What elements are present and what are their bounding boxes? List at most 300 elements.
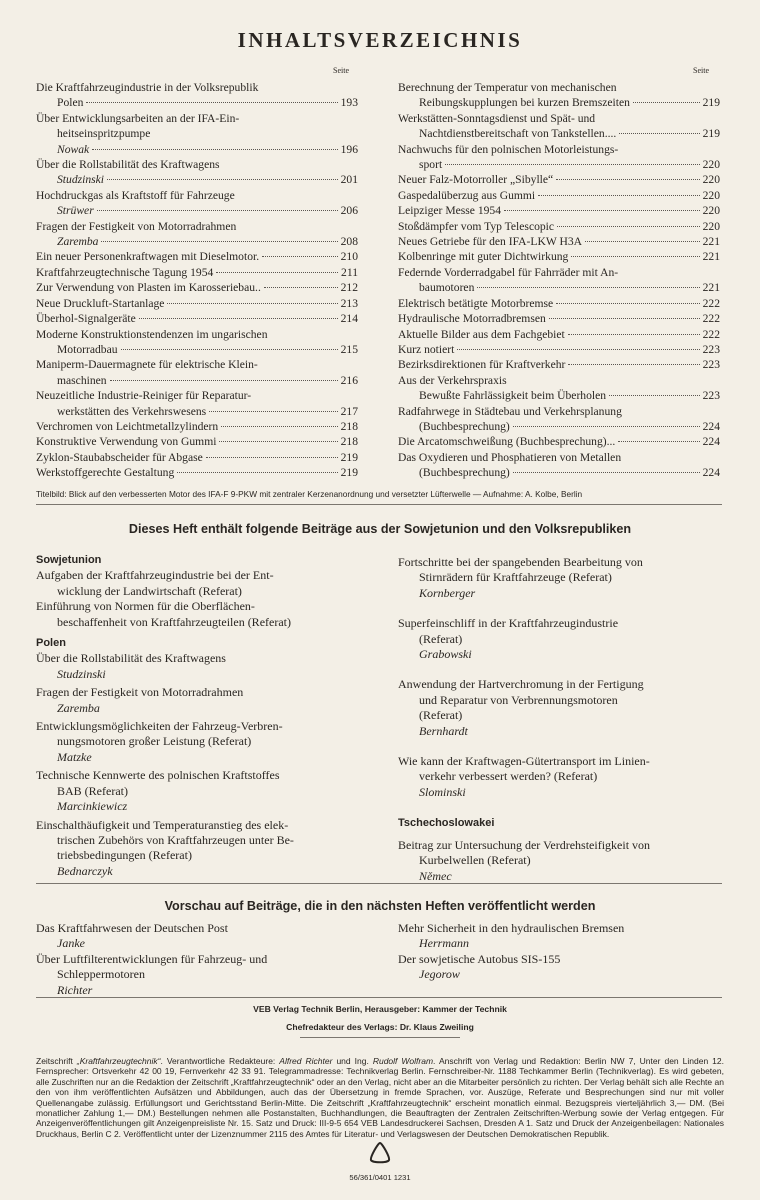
toc-line — [36, 373, 358, 388]
toc-entry-title: Elektrisch betätigte Motorbremse — [398, 296, 554, 310]
page-number: 224 — [702, 435, 720, 449]
toc-line — [398, 249, 720, 264]
toc-line — [36, 419, 358, 434]
dot-leader — [568, 334, 700, 335]
toc-entry-title: sport — [419, 158, 443, 172]
toc-line — [36, 357, 358, 372]
sub-heading-tschechoslowakei: Tschechoslowakei — [398, 817, 495, 830]
article-entry — [36, 599, 358, 630]
page-number: 221 — [702, 250, 720, 264]
vorschau-left-column — [36, 921, 358, 998]
page-number: 221 — [702, 281, 720, 295]
seite-label-right: Seite — [693, 66, 709, 75]
toc-entry-title: Konstruktive Verwendung von Gummi — [36, 435, 217, 449]
article-entry — [36, 818, 358, 880]
toc-line — [36, 434, 358, 449]
sub-heading-sowjetunion: Sowjetunion — [36, 554, 102, 566]
toc-line — [36, 234, 358, 249]
dot-leader — [477, 287, 699, 288]
page-number: 223 — [702, 358, 720, 372]
page-number: 210 — [340, 250, 358, 264]
article-entry — [36, 921, 358, 952]
article-title: Über die Rollstabilität des Kraftwagens — [36, 651, 226, 666]
toc-entry-title: Kraftfahrzeugtechnische Tagung 1954 — [36, 265, 214, 279]
article-entry — [398, 754, 720, 800]
toc-entry-title: (Buchbesprechung) — [419, 466, 510, 480]
article-entry — [398, 616, 720, 662]
toc-entry-title: Neues Getriebe für den IFA-LKW H3A — [398, 235, 583, 249]
page-number: 218 — [340, 435, 358, 449]
toc-entry-title: Fragen der Festigkeit von Motorradrahmen — [36, 219, 237, 233]
article-author: Studzinski — [57, 666, 106, 681]
page-number: 223 — [702, 342, 720, 356]
page-number: 220 — [702, 188, 720, 202]
toc-line — [36, 126, 358, 141]
toc-line — [398, 95, 720, 110]
toc-entry-title: heitseinspritzpumpe — [57, 127, 151, 141]
dot-leader — [177, 472, 337, 473]
dot-leader — [619, 133, 699, 134]
dot-leader — [633, 102, 700, 103]
toc-entry — [36, 265, 358, 280]
toc-line — [36, 203, 358, 218]
dot-leader — [457, 349, 699, 350]
imprint-body: . Anschrift von Verlag und Redaktion: Berlin NW 7, Unter den Linden 12. Fernsprecher: Ortsverkehr 42 00 19, Fernverkehr 42 33 91. Telegrammadresse: Technikverlag Berlin. Fernschreiber-Nr. 1188 Techkammer Berlin (Technikverlag). Es wird gebeten, alle Zuschriften nur an die Redaktion der Zeitschrift „Kraftfahrzeugtechnik“ oder an den Verlag, nicht aber an die Mitarbeiter persönlich zu richten. Der Verlag behält sich alle Rechte an den von ihm veröffentlichten Aufsätzen und Abbildungen, auch das der Übersetzung in fremde Sprachen, vor. Auszüge, Referate und Besprechungen sind nur mit voller Quellenangabe zulässig. Erfüllungsort und Gerichtsstand Berlin-Mitte. Die Zeitschrift „Kraftfahrzeugtechnik“ erscheint monatlich einmal. Bezugspreis vierteljährlich 3,— DM. (Bei monatlicher Zahlung 1,— DM.) Bestellungen nehmen alle Postanstalten, Buchhandlungen, die Beauftragten der Zentralen Zeitschriften-Werbung sowie der Verlag entgegen. Für Anzeigenveröffentlichungen gilt Anzeigenpreisliste Nr. 15. Satz und Druck: III-9-5 654 VEB Landesdruckerei Sachsen, Dresden A 1. Satz und Druck der Anzeigenbeilagen: Nationales Druckhaus, Berlin C 2. Veröffentlicht unter der Lizenznummer 2115 des Amtes für Literatur- und Verlagswesen der Deutschen Demokratischen Republik. — [36, 1056, 724, 1139]
cover-caption: Titelbild: Blick auf den verbesserten Motor des IFA-F 9-PKW mit zentraler Kerzenanordnung und versetzter Lüfterwelle — Aufnahme: A. Kolbe, Berlin — [36, 489, 583, 499]
toc-entry-title: Kurz notiert — [398, 342, 455, 356]
toc-author: Zaremba — [57, 235, 99, 249]
toc-entry — [36, 296, 358, 311]
toc-entry-title: Werkstoffgerechte Gestaltung — [36, 466, 175, 480]
toc-entry — [398, 234, 720, 249]
article-author: Richter — [57, 982, 93, 997]
article-author: Grabowski — [419, 647, 472, 662]
toc-entry — [398, 373, 720, 404]
article-title: Kurbelwellen (Referat) — [419, 853, 531, 868]
toc-entry — [398, 80, 720, 111]
dot-leader — [609, 395, 700, 396]
article-title: wicklung der Landwirtschaft (Referat) — [57, 583, 242, 598]
toc-line — [398, 373, 720, 388]
article-author: Kornberger — [419, 585, 476, 600]
page-number: 193 — [340, 96, 358, 110]
article-entry — [398, 677, 720, 739]
dot-leader — [556, 303, 699, 304]
toc-entry — [398, 342, 720, 357]
toc-entry — [398, 434, 720, 449]
toc-entry — [398, 311, 720, 326]
page-number: 206 — [340, 204, 358, 218]
toc-column-right — [398, 80, 720, 481]
toc-line — [398, 404, 720, 419]
toc-entry-title: Nachtdienstbereitschaft von Tankstellen.... — [419, 127, 617, 141]
article-author: Jegorow — [419, 967, 460, 982]
page-title: INHALTSVERZEICHNIS — [237, 28, 523, 52]
toc-line — [398, 265, 720, 280]
toc-entry — [398, 450, 720, 481]
toc-line — [398, 80, 720, 95]
toc-entry-title: Maniperm-Dauermagnete für elektrische Klein- — [36, 358, 258, 372]
dot-leader — [139, 318, 338, 319]
page-number: 224 — [702, 419, 720, 433]
article-title: Superfeinschliff in der Kraftfahrzeugindustrie — [398, 616, 619, 631]
article-author: Zaremba — [57, 700, 100, 715]
toc-line — [398, 157, 720, 172]
dot-leader — [107, 179, 338, 180]
article-title: verkehr verbessert werden? (Referat) — [419, 769, 598, 784]
toc-entry-title: maschinen — [57, 373, 107, 387]
sowjetunion-list — [36, 568, 358, 630]
article-title: Stirnrädern für Kraftfahrzeuge (Referat) — [419, 570, 612, 585]
article-title: Wie kann der Kraftwagen-Gütertransport im Linien- — [398, 754, 650, 769]
toc-line — [36, 142, 358, 157]
toc-line — [36, 172, 358, 187]
toc-entry — [36, 219, 358, 250]
toc-entry-title: Stoßdämpfer vom Typ Telescopic — [398, 219, 555, 233]
dot-leader — [110, 380, 338, 381]
toc-column-left — [36, 80, 358, 481]
page-number: 215 — [340, 342, 358, 356]
toc-line — [36, 327, 358, 342]
page-number: 211 — [341, 265, 358, 279]
toc-entry — [36, 357, 358, 388]
dot-leader — [86, 102, 337, 103]
sub-heading-polen: Polen — [36, 637, 66, 650]
toc-entry — [398, 265, 720, 296]
dot-leader — [513, 426, 700, 427]
toc-entry-title: Bewußte Fahrlässigkeit beim Überholen — [419, 389, 607, 403]
article-title: triebsbedingungen (Referat) — [57, 848, 192, 863]
toc-entry — [398, 203, 720, 218]
dot-leader — [216, 272, 338, 273]
toc-line — [398, 280, 720, 295]
toc-entry — [36, 419, 358, 434]
article-title: beschaffenheit von Kraftfahrzeugteilen (Referat) — [57, 614, 291, 629]
toc-entry-title: baumotoren — [419, 281, 475, 295]
article-title: und Reparatur von Verbrennungsmotoren — [419, 692, 618, 707]
page-number: 219 — [702, 96, 720, 110]
toc-line — [398, 296, 720, 311]
toc-entry-title: Zur Verwendung von Plasten im Karosseriebau.. — [36, 281, 261, 295]
toc-entry — [398, 111, 720, 142]
page-number: 218 — [340, 419, 358, 433]
toc-entry-title: Verchromen von Leichtmetallzylindern — [36, 419, 219, 433]
toc-line — [36, 265, 358, 280]
imprint-text — [36, 1056, 724, 1139]
toc-line — [398, 419, 720, 434]
toc-entry-title: Aus der Verkehrspraxis — [398, 373, 507, 387]
toc-line — [398, 465, 720, 480]
page-number: 223 — [702, 389, 720, 403]
toc-line — [398, 234, 720, 249]
toc-entry — [36, 450, 358, 465]
toc-entry-title: Hydraulische Motorradbremsen — [398, 312, 546, 326]
toc-entry-title: Gaspedalüberzug aus Gummi — [398, 188, 536, 202]
article-title: Schleppermotoren — [57, 967, 145, 982]
toc-entry — [398, 219, 720, 234]
page-number: 222 — [702, 296, 720, 310]
dot-leader — [264, 287, 338, 288]
article-author: Matzke — [57, 749, 92, 764]
article-entry — [36, 719, 358, 765]
dot-leader — [92, 149, 337, 150]
toc-entry — [398, 188, 720, 203]
toc-line — [398, 434, 720, 449]
toc-line — [36, 404, 358, 419]
toc-line — [398, 188, 720, 203]
page-number: 208 — [340, 235, 358, 249]
section-heading-sowjet: Dieses Heft enthält folgende Beiträge aus der Sowjetunion und den Volksrepubliken — [128, 522, 632, 536]
toc-entry — [36, 111, 358, 157]
imprint-mid: . Verantwortliche Redakteure: — [160, 1056, 280, 1066]
imprint-prefix: Zeitschrift — [36, 1056, 77, 1066]
toc-entry — [398, 172, 720, 187]
dot-leader — [445, 164, 699, 165]
toc-entry-title: (Buchbesprechung) — [419, 419, 510, 433]
seite-label-left: Seite — [333, 66, 349, 75]
article-title: Entwicklungsmöglichkeiten der Fahrzeug-Verbren- — [36, 719, 283, 734]
toc-entry — [398, 327, 720, 342]
article-title: Das Kraftfahrwesen der Deutschen Post — [36, 921, 228, 935]
toc-line — [36, 280, 358, 295]
print-code: 56/361/0401 1231 — [349, 1173, 411, 1182]
page-number: 220 — [702, 173, 720, 187]
toc-line — [398, 126, 720, 141]
article-entry — [36, 685, 358, 716]
toc-line — [36, 111, 358, 126]
toc-line — [36, 311, 358, 326]
page-number: 224 — [702, 466, 720, 480]
dot-leader — [219, 441, 337, 442]
toc-entry-title: Ein neuer Personenkraftwagen mit Dieselmotor. — [36, 250, 260, 264]
tschechoslowakei-list — [398, 838, 720, 884]
page-number: 220 — [702, 219, 720, 233]
article-title: nungsmotoren großer Leistung (Referat) — [57, 734, 252, 749]
toc-entry-title: Neuzeitliche Industrie-Reiniger für Reparatur- — [36, 389, 252, 403]
article-title: Der sowjetische Autobus SIS-155 — [398, 951, 561, 966]
article-author: Slominski — [419, 784, 466, 799]
dot-leader — [121, 349, 338, 350]
toc-author: Nowak — [57, 142, 90, 156]
article-title: Technische Kennwerte des polnischen Kraftstoffes — [36, 768, 280, 783]
imprint-editor-2: Rudolf Wolfram — [372, 1056, 434, 1066]
toc-line — [36, 388, 358, 403]
page-number: 222 — [702, 327, 720, 341]
article-entry — [36, 768, 358, 814]
page-number: 201 — [340, 173, 358, 187]
dot-leader — [571, 256, 699, 257]
toc-line — [36, 450, 358, 465]
imprint-journal-title: „Kraftfahrzeugtechnik“ — [76, 1056, 161, 1066]
toc-entry-title: Neue Druckluft-Startanlage — [36, 296, 165, 310]
page-number: 216 — [340, 373, 358, 387]
page-number: 219 — [340, 450, 358, 464]
toc-entry — [398, 296, 720, 311]
section-heading-vorschau: Vorschau auf Beiträge, die in den nächsten Heften veröffentlicht werden — [164, 899, 596, 913]
page-number: 217 — [340, 404, 358, 418]
page-number: 219 — [340, 466, 358, 480]
page-number: 222 — [702, 312, 720, 326]
section1-left-column — [36, 551, 358, 879]
page-number: 220 — [702, 158, 720, 172]
dot-leader — [101, 241, 337, 242]
article-author: Janke — [57, 936, 85, 951]
toc-entry — [398, 357, 720, 372]
toc-entry-title: Kolbenringe mit guter Dichtwirkung — [398, 250, 569, 264]
toc-entry — [36, 80, 358, 111]
toc-author: Strüwer — [57, 204, 94, 218]
dot-leader — [585, 241, 700, 242]
toc-entry — [398, 404, 720, 435]
divider — [36, 504, 722, 505]
article-title: Anwendung der Hartverchromung in der Fertigung — [398, 677, 644, 692]
dot-leader — [557, 226, 700, 227]
toc-line — [36, 465, 358, 480]
article-title: (Referat) — [419, 631, 463, 646]
toc-line — [36, 157, 358, 172]
article-title: Einschalthäufigkeit und Temperaturanstieg des elek- — [36, 817, 289, 832]
toc-entry — [36, 188, 358, 219]
toc-entry — [36, 311, 358, 326]
dot-leader — [221, 426, 337, 427]
toc-line — [398, 203, 720, 218]
article-title: Einführung von Normen für die Oberflächen- — [36, 599, 255, 614]
toc-entry-title: Überhol-Signalgeräte — [36, 312, 136, 326]
toc-entry — [36, 249, 358, 264]
article-title: (Referat) — [419, 708, 463, 723]
article-author: Bernhardt — [419, 723, 468, 738]
article-title: Über Luftfilterentwicklungen für Fahrzeug- und — [36, 951, 268, 966]
toc-entry-title: Hochdruckgas als Kraftstoff für Fahrzeuge — [36, 188, 235, 202]
toc-entry — [36, 388, 358, 419]
toc-entry — [36, 465, 358, 480]
page-number: 221 — [702, 235, 720, 249]
toc-entry-title: Federnde Vorderradgabel für Fahrräder mit An- — [398, 265, 619, 279]
toc-entry-title: werkstätten des Verkehrswesens — [57, 404, 207, 418]
toc-entry-title: Über Entwicklungsarbeiten an der IFA-Ein- — [36, 111, 240, 125]
dot-leader — [618, 441, 699, 442]
toc-line — [36, 188, 358, 203]
toc-entry-title: Das Oxydieren und Phosphatieren von Metallen — [398, 450, 622, 464]
article-entry — [398, 555, 720, 601]
toc-entry — [398, 142, 720, 173]
toc-entry-title: Polen — [57, 96, 84, 110]
page-number: 219 — [702, 127, 720, 141]
imprint-mid: und Ing. — [332, 1056, 373, 1066]
toc-line — [36, 95, 358, 110]
toc-entry-title: Moderne Konstruktionstendenzen im ungarischen — [36, 327, 268, 341]
chief-editor-line: Chefredakteur des Verlags: Dr. Klaus Zweiling — [286, 1022, 474, 1032]
toc-entry-title: Über die Rollstabilität des Kraftwagens — [36, 158, 220, 172]
toc-line — [398, 342, 720, 357]
toc-line — [398, 357, 720, 372]
page-number: 196 — [340, 142, 358, 156]
toc-line — [398, 111, 720, 126]
toc-line — [36, 296, 358, 311]
toc-entry — [36, 327, 358, 358]
dot-leader — [262, 256, 337, 257]
article-author: Bednarczyk — [57, 863, 113, 878]
toc-line — [398, 142, 720, 157]
article-author: Herrmann — [419, 936, 469, 951]
divider — [36, 883, 722, 884]
divider — [300, 1037, 460, 1038]
toc-entry-title: Reibungskupplungen bei kurzen Bremszeiten — [419, 96, 630, 110]
article-title: Fortschritte bei der spangebenden Bearbeitung von — [398, 555, 643, 569]
page-number: 214 — [340, 312, 358, 326]
triangle-logo-icon — [367, 1140, 393, 1166]
toc-entry — [36, 434, 358, 449]
toc-entry — [36, 280, 358, 295]
divider — [36, 997, 722, 998]
toc-entry-title: Nachwuchs für den polnischen Motorleistungs- — [398, 142, 619, 156]
toc-entry-title: Aktuelle Bilder aus dem Fachgebiet — [398, 327, 565, 341]
toc-line — [398, 172, 720, 187]
toc-entry — [36, 157, 358, 188]
dot-leader — [513, 472, 700, 473]
article-title: Fragen der Festigkeit von Motorradrahmen — [36, 685, 244, 700]
toc-entry-title: Zyklon-Staubabscheider für Abgase — [36, 450, 203, 464]
dot-leader — [549, 318, 700, 319]
article-title: trischen Zubehörs von Kraftfahrzeugen unter Be- — [57, 832, 294, 847]
article-author: Němec — [419, 868, 452, 883]
toc-line — [398, 311, 720, 326]
article-entry — [398, 952, 720, 983]
article-title: BAB (Referat) — [57, 783, 128, 798]
toc-entry-title: Werkstätten-Sonntagsdienst und Spät- und — [398, 111, 596, 125]
toc-entry — [398, 249, 720, 264]
vorschau-right-column — [398, 921, 720, 983]
article-title: Aufgaben der Kraftfahrzeugindustrie bei der Ent- — [36, 568, 274, 583]
publisher-line: VEB Verlag Technik Berlin, Herausgeber: Kammer der Technik — [253, 1004, 507, 1014]
toc-line — [36, 249, 358, 264]
article-entry — [36, 651, 358, 682]
toc-line — [36, 219, 358, 234]
toc-entry-title: Motorradbau — [57, 342, 118, 356]
article-title: Beitrag zur Untersuchung der Verdrehsteifigkeit von — [398, 837, 651, 852]
toc-line — [36, 80, 358, 95]
dot-leader — [538, 195, 699, 196]
toc-entry-title: Die Kraftfahrzeugindustrie in der Volksrepublik — [36, 81, 259, 94]
toc-entry-title: Berechnung der Temperatur von mechanischen — [398, 81, 617, 94]
dot-leader — [167, 303, 337, 304]
dot-leader — [206, 457, 338, 458]
toc-entry-title: Leipziger Messe 1954 — [398, 204, 502, 218]
toc-line — [398, 450, 720, 465]
toc-entry-title: Neuer Falz-Motorroller „Sibylle“ — [398, 173, 554, 187]
toc-line — [36, 342, 358, 357]
imprint-editor-1: Alfred Richter — [279, 1056, 333, 1066]
toc-entry-title: Radfahrwege in Städtebau und Verkehrsplanung — [398, 404, 622, 418]
toc-entry-title: Die Arcatomschweißung (Buchbesprechung)... — [398, 435, 616, 449]
polen-list-continued — [398, 555, 720, 800]
toc-entry-title: Bezirksdirektionen für Kraftverkehr — [398, 358, 566, 372]
page-number: 213 — [340, 296, 358, 310]
page-number: 212 — [340, 281, 358, 295]
toc-line — [398, 388, 720, 403]
article-entry — [398, 921, 720, 952]
dot-leader — [504, 210, 700, 211]
toc-line — [398, 327, 720, 342]
article-entry — [398, 838, 720, 884]
article-author: Marcinkiewicz — [57, 799, 128, 814]
toc-author: Studzinski — [57, 173, 105, 187]
article-title: Mehr Sicherheit in den hydraulischen Bremsen — [398, 921, 625, 935]
toc-line — [398, 219, 720, 234]
dot-leader — [556, 179, 699, 180]
article-entry — [36, 568, 358, 599]
polen-list — [36, 651, 358, 879]
